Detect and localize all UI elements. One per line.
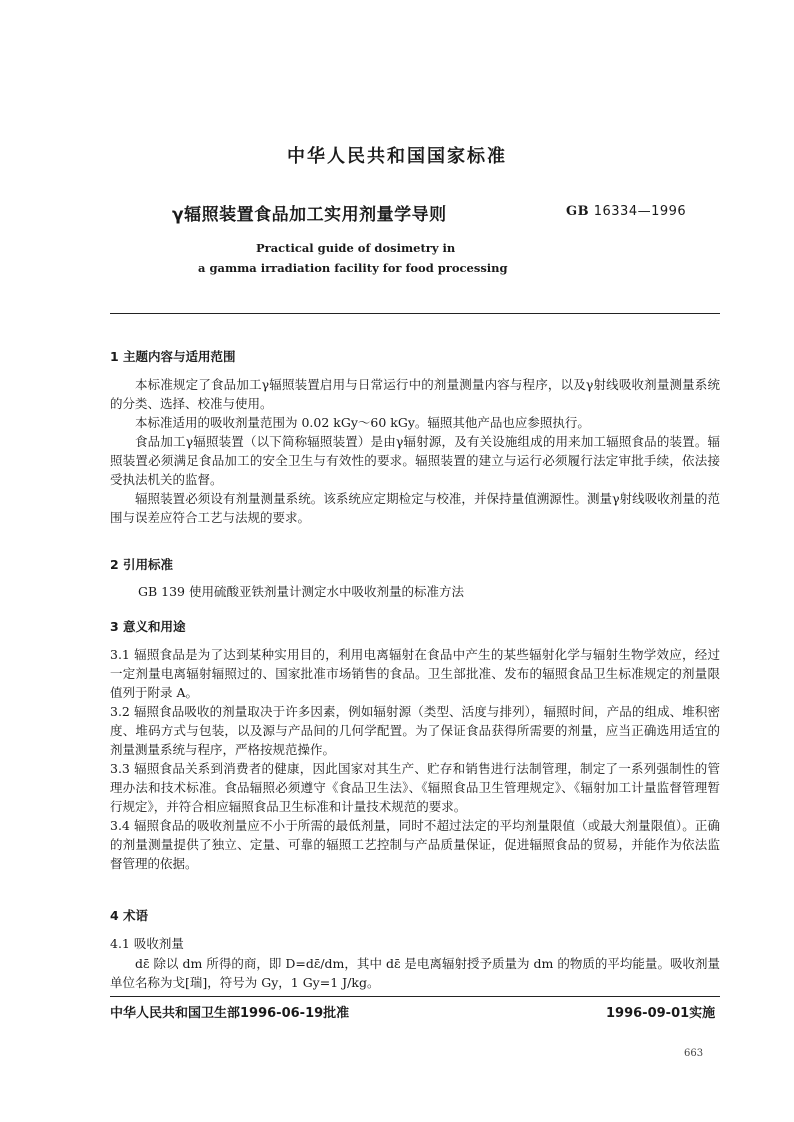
section-1-para-1: 本标准规定了食品加工γ辐照装置启用与日常运行中的剂量测量内容与程序，以及γ射线吸收剂量测量系统的分类、选择、校准与使用。 — [110, 377, 720, 411]
standard-number — [566, 204, 686, 219]
absorbed-dose-definition: dε̄ 除以 dm 所得的商，即 D=dε̄/dm，其中 dε̄ 是电离辐射授予质量为 dm 的物质的平均能量。吸收剂量单位名称为戈[瑞]，符号为 Gy，1 Gy=1 J/kg。 — [110, 956, 720, 990]
issuer-header: 中华人民共和国国家标准 — [287, 146, 507, 167]
document-title: γ辐照装置食品加工实用剂量学导则 — [172, 205, 447, 225]
footer-divider — [110, 996, 720, 997]
clause-3-3: 3.3 辐照食品关系到消费者的健康，因此国家对其生产、贮存和销售进行法制管理，制定了一系列强制性的管理办法和技术标准。食品辐照必须遵守《食品卫生法》、《辐照食品卫生管理规定》、《辐射加工计量监督管理暂行规定》，并符合相应辐照食品卫生标准和计量技术规范的要求。 — [110, 761, 720, 814]
clause-3-4: 3.4 辐照食品的吸收剂量应不小于所需的最低剂量，同时不超过法定的平均剂量限值（或最大剂量限值）。正确的剂量测量提供了独立、定量、可靠的辐照工艺控制与产品质量保证，促进辐照食品的贸易，并能作为依法监督管理的依据。 — [110, 818, 720, 871]
section-4-heading: 4 术语 — [110, 908, 149, 923]
section-1-para-2: 本标准适用的吸收剂量范围为 0.02 kGy～60 kGy。辐照其他产品也应参照执行。 — [135, 415, 590, 430]
section-3-body — [110, 645, 720, 873]
clause-4-1-heading: 4.1 吸收剂量 — [110, 936, 184, 951]
english-title-line2: a gamma irradiation facility for food processing — [198, 261, 508, 275]
section-3-heading: 3 意义和用途 — [110, 619, 186, 634]
approval-line: 中华人民共和国卫生部1996-06-19批准 — [110, 1006, 350, 1021]
section-1-body — [110, 375, 720, 527]
section-1-para-3: 食品加工γ辐照装置（以下简称辐照装置）是由γ辐射源，及有关设施组成的用来加工辐照食品的装置。辐照装置必须满足食品加工的安全卫生与有效性的要求。辐照装置的建立与运行必须履行法定审批手续，依法接受执法机关的监督。 — [110, 434, 720, 487]
header-divider — [110, 313, 720, 314]
section-1-heading: 1 主题内容与适用范围 — [110, 349, 236, 364]
page-number: 663 — [684, 1048, 704, 1059]
english-title-line1: Practical guide of dosimetry in — [256, 241, 456, 255]
clause-4-1-body — [110, 954, 720, 992]
reference-gb139: GB 139 使用硫酸亚铁剂量计测定水中吸收剂量的标准方法 — [138, 584, 464, 599]
clause-3-1: 3.1 辐照食品是为了达到某种实用目的，利用电离辐射在食品中产生的某些辐射化学与辐射生物学效应，经过一定剂量电离辐射辐照过的、国家批准市场销售的食品。卫生部批准、发布的辐照食品卫生标准规定的剂量限值列于附录 A。 — [110, 647, 720, 700]
section-1-para-4: 辐照装置必须设有剂量测量系统。该系统应定期检定与校准，并保持量值溯源性。测量γ射线吸收剂量的范围与误差应符合工艺与法规的要求。 — [110, 491, 720, 525]
section-2-heading: 2 引用标准 — [110, 557, 174, 572]
standard-prefix: GB — [566, 204, 590, 219]
standard-code: 16334—1996 — [593, 204, 687, 219]
effective-date: 1996-09-01实施 — [606, 1006, 716, 1021]
clause-3-2: 3.2 辐照食品吸收的剂量取决于许多因素，例如辐射源（类型、活度与排列），辐照时间，产品的组成、堆积密度、堆码方式与包装，以及源与产品间的几何学配置。为了保证食品获得所需要的剂量，应当正确选用适宜的剂量测量系统与程序，严格按规范操作。 — [110, 704, 720, 757]
